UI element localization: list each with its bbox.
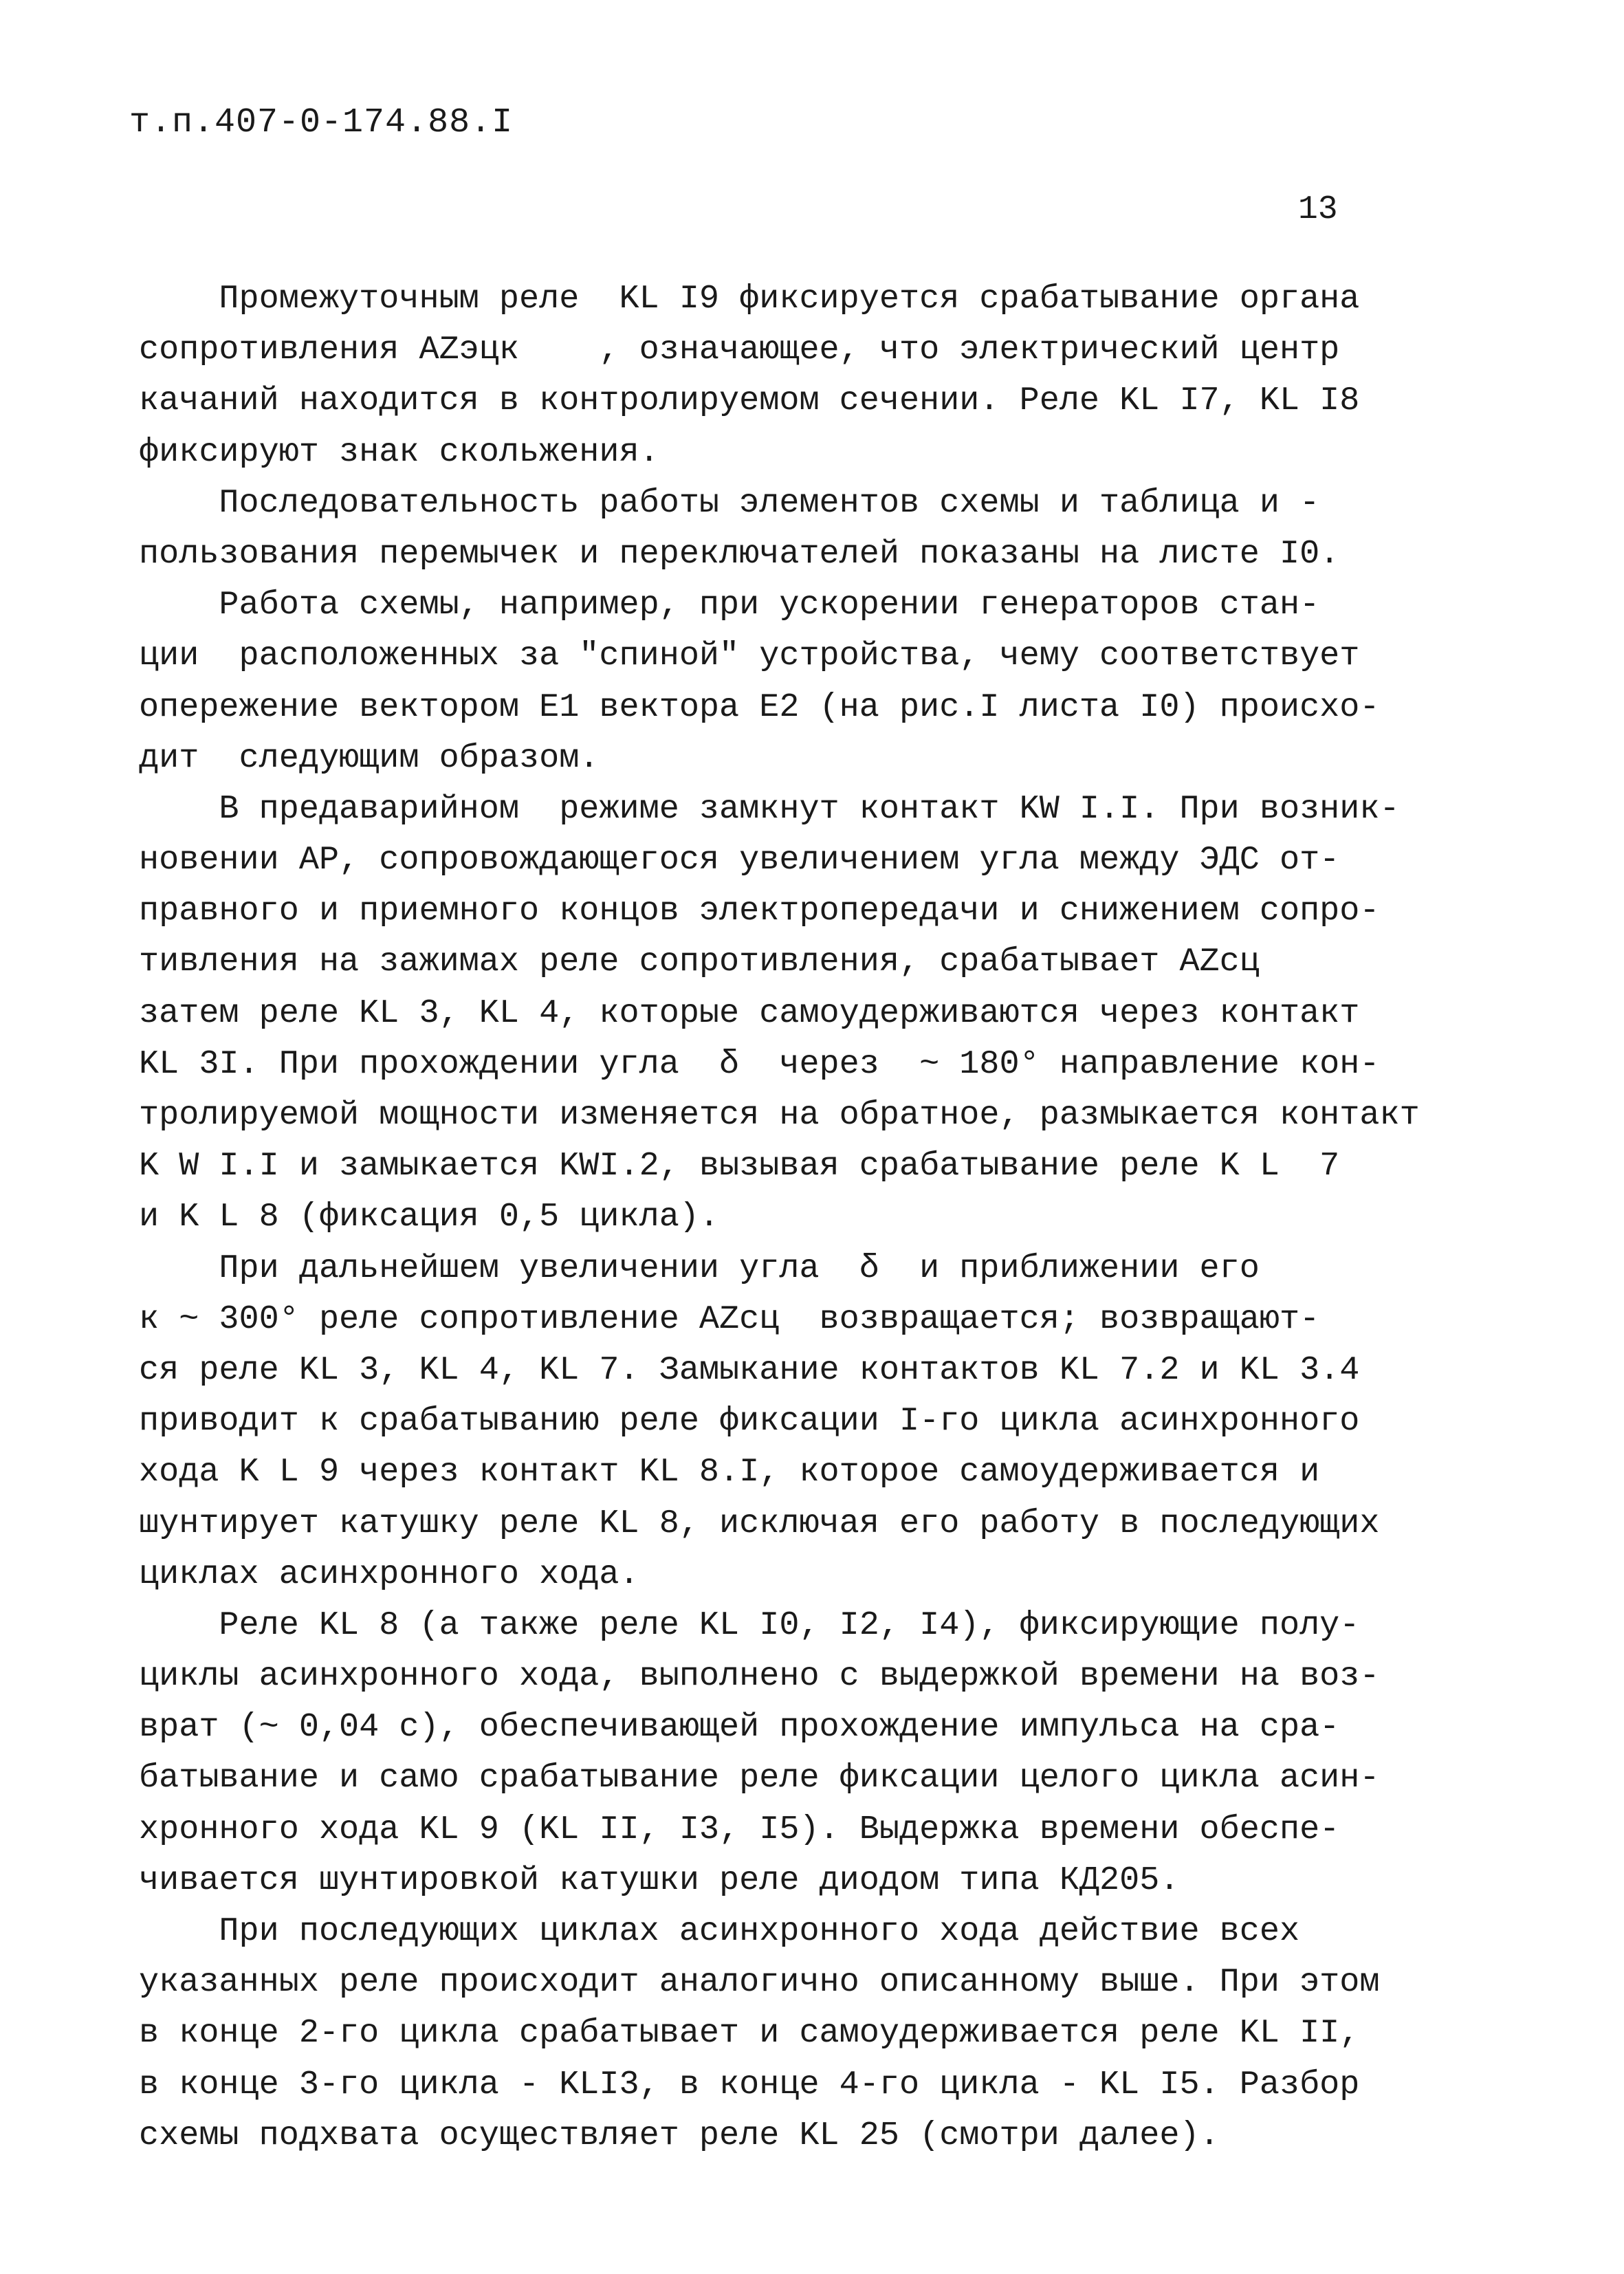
text-line: новении АР, сопровождающегося увеличением угла между ЭДС от- [139, 841, 1340, 879]
text-line: Промежуточным реле KL I9 фиксируется срабатывание органа [139, 280, 1360, 318]
text-line: батывание и само срабатывание реле фиксации целого цикла асин- [139, 1759, 1380, 1797]
text-line: правного и приемного концов электропередачи и снижением сопро- [139, 892, 1380, 930]
text-line: Реле KL 8 (а также реле KL I0, I2, I4), фиксирующие полу- [139, 1606, 1360, 1644]
text-line: схемы подхвата осуществляет реле KL 25 (смотри далее). [139, 2116, 1220, 2154]
text-line: опережение вектором E1 вектора E2 (на рис.I листа I0) происхо- [139, 688, 1380, 726]
text-line: врат (~ 0,04 с), обеспечивающей прохождение импульса на сра- [139, 1708, 1340, 1747]
text-line: При последующих циклах асинхронного хода действие всех [139, 1912, 1300, 1950]
text-line: и K L 8 (фиксация 0,5 цикла). [139, 1198, 720, 1236]
text-line: В предаварийном режиме замкнут контакт KW I.I. При возник- [139, 789, 1400, 828]
text-line: шунтирует катушку реле KL 8, исключая его работу в последующих [139, 1504, 1380, 1542]
text-line: При дальнейшем увеличении угла δ и приближении его [139, 1249, 1260, 1287]
text-line: тролируемой мощности изменяется на обратное, размыкается контакт [139, 1096, 1420, 1134]
body-text [139, 274, 1486, 2161]
page-number: 13 [1298, 191, 1338, 228]
text-line: ся реле KL 3, KL 4, KL 7. Замыкание контактов KL 7.2 и KL 3.4 [139, 1351, 1360, 1389]
text-line: качаний находится в контролируемом сечении. Реле KL I7, KL I8 [139, 382, 1360, 420]
text-line: циклах асинхронного хода. [139, 1555, 639, 1593]
text-line: к ~ 300° реле сопротивление AZсц возвращается; возвращают- [139, 1300, 1320, 1338]
text-line: хода K L 9 через контакт KL 8.I, которое самоудерживается и [139, 1453, 1320, 1491]
text-line: приводит к срабатыванию реле фиксации I-го цикла асинхронного [139, 1402, 1360, 1441]
text-line: дит следующим образом. [139, 739, 600, 777]
text-line: указанных реле происходит аналогично описанному выше. При этом [139, 1963, 1380, 2002]
text-line: KL 3I. При прохождении угла δ через ~ 180° направление кон- [139, 1045, 1380, 1083]
text-line: K W I.I и замыкается KWI.2, вызывая срабатывание реле K L 7 [139, 1147, 1340, 1185]
text-line: в конце 3-го цикла - KLI3, в конце 4-го цикла - KL I5. Разбор [139, 2065, 1360, 2103]
text-line: сопротивления AZэцк , означающее, что электрический центр [139, 331, 1340, 369]
text-line: Работа схемы, например, при ускорении генераторов стан- [139, 586, 1320, 624]
text-line: циклы асинхронного хода, выполнено с выдержкой времени на воз- [139, 1657, 1380, 1696]
text-line: чивается шунтировкой катушки реле диодом типа КД205. [139, 1861, 1180, 1899]
document-code: т.п.407-0-174.88.I [129, 103, 514, 142]
text-line: фиксируют знак скольжения. [139, 433, 659, 471]
text-line: Последовательность работы элементов схемы и таблица и - [139, 483, 1320, 522]
text-line: хронного хода KL 9 (KL II, I3, I5). Выдержка времени обеспе- [139, 1810, 1340, 1848]
text-line: тивления на зажимах реле сопротивления, срабатывает AZсц [139, 943, 1260, 981]
text-line: пользования перемычек и переключателей показаны на листе I0. [139, 534, 1340, 573]
text-line: в конце 2-го цикла срабатывает и самоудерживается реле KL II, [139, 2014, 1360, 2053]
text-line: затем реле KL 3, KL 4, которые самоудерживаются через контакт [139, 994, 1360, 1032]
text-line: ции расположенных за "спиной" устройства, чему соответствует [139, 637, 1360, 675]
